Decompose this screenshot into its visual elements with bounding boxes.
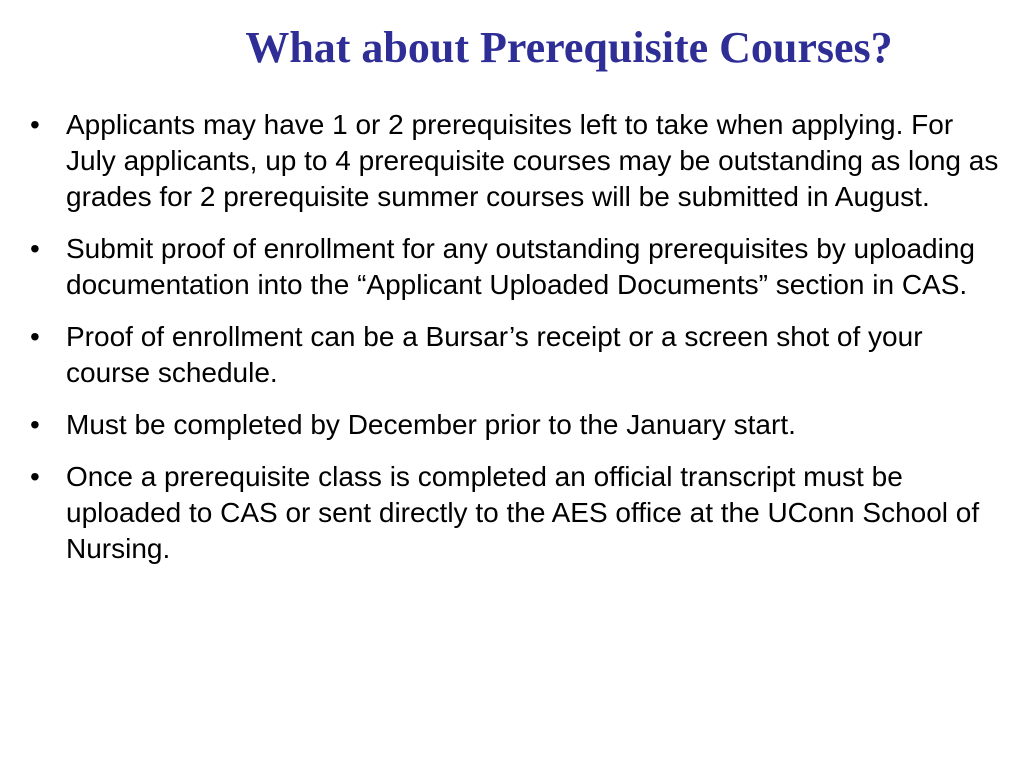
bullet-text: Proof of enrollment can be a Bursar’s receipt or a screen shot of your course schedule. bbox=[66, 321, 923, 388]
bullet-item bbox=[30, 107, 1010, 215]
bullet-marker: • bbox=[30, 109, 40, 140]
bullet-item bbox=[30, 231, 1010, 303]
bullet-marker: • bbox=[30, 461, 40, 492]
bullet-text: Applicants may have 1 or 2 prerequisites left to take when applying. For July applicants, up to 4 prerequisite courses may be outstanding as long as grades for 2 prerequisite summer courses will be submitted in August. bbox=[66, 109, 999, 212]
bullet-item bbox=[30, 459, 1010, 567]
bullet-marker: • bbox=[30, 409, 40, 440]
bullet-item bbox=[30, 407, 1010, 443]
bullet-list bbox=[30, 107, 1010, 583]
bullet-text: Once a prerequisite class is completed an official transcript must be uploaded to CAS or sent directly to the AES office at the UConn School of Nursing. bbox=[66, 461, 980, 564]
bullet-text: Must be completed by December prior to the January start. bbox=[66, 409, 796, 440]
slide-title: What about Prerequisite Courses? bbox=[245, 23, 893, 72]
bullet-text: Submit proof of enrollment for any outstanding prerequisites by uploading documentation into the “Applicant Uploaded Documents” section in CAS. bbox=[66, 233, 975, 300]
bullet-item bbox=[30, 319, 1010, 391]
bullet-marker: • bbox=[30, 321, 40, 352]
bullet-marker: • bbox=[30, 233, 40, 264]
